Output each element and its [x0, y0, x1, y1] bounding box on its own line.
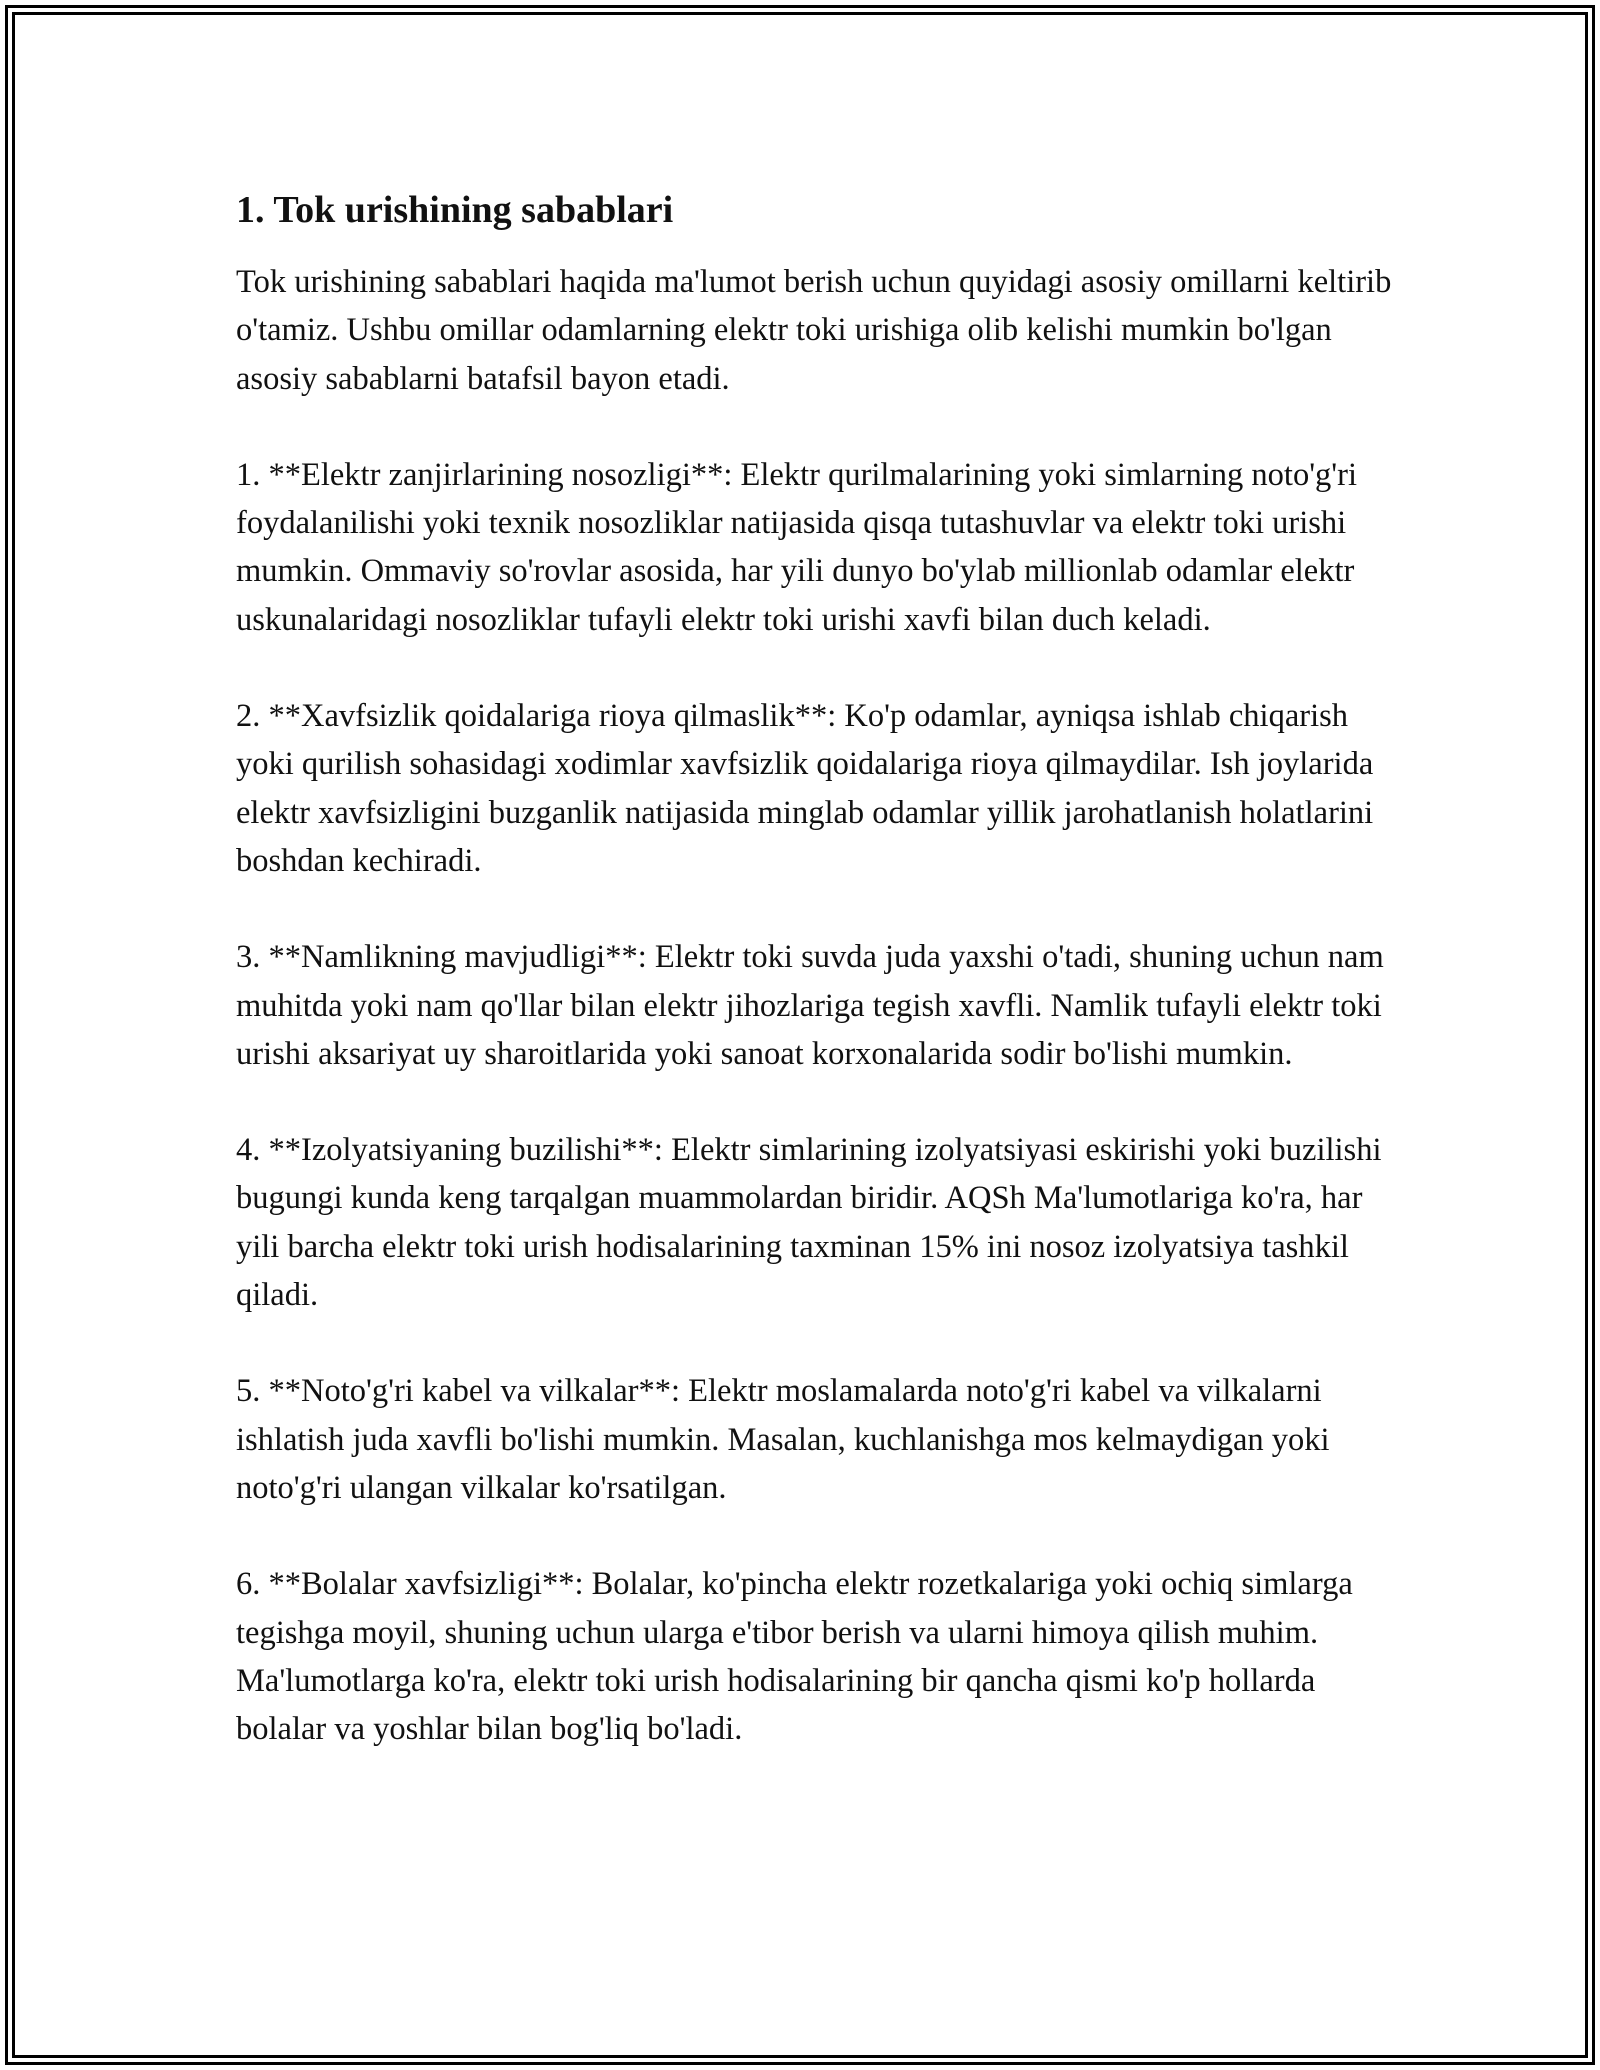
cause-paragraph-2: 2. **Xavfsizlik qoidalariga rioya qilmaslik**: Ko'p odamlar, ayniqsa ishlab chiqarish yoki qurilish sohasidagi xodimlar xavfsizlik qoidalariga rioya qilmaydilar. Ish joylarida elektr xavfsizligini buzganlik natijasida minglab odamlar yillik jarohatlanish holatlarini boshdan kechiradi. — [236, 698, 1374, 879]
cause-paragraph-3: 3. **Namlikning mavjudligi**: Elektr toki suvda juda yaxshi o'tadi, shuning uchun nam muhitda yoki nam qo'llar bilan elektr jihozlariga tegish xavfli. Namlik tufayli elektr toki urishi aksariyat uy sharoitlarida yoki sanoat korxonalarida sodir bo'lishi mumkin. — [236, 939, 1384, 1072]
intro-paragraph: Tok urishining sabablari haqida ma'lumot berish uchun quyidagi asosiy omillarni keltirib o'tamiz. Ushbu omillar odamlarning elektr toki urishiga olib kelishi mumkin bo'lgan asosiy sabablarni batafsil bayon etadi. — [236, 264, 1392, 397]
document-body — [236, 186, 1396, 1753]
cause-paragraph-5: 5. **Noto'g'ri kabel va vilkalar**: Elektr moslamalarda noto'g'ri kabel va vilkalarni ishlatish juda xavfli bo'lishi mumkin. Masalan, kuchlanishga mos kelmaydigan yoki noto'g'ri ulangan vilkalar ko'rsatilgan. — [236, 1373, 1330, 1506]
cause-paragraph-4: 4. **Izolyatsiyaning buzilishi**: Elektr simlarining izolyatsiyasi eskirishi yoki buzilishi bugungi kunda keng tarqalgan muammolardan biridir. AQSh Ma'lumotlariga ko'ra, har yili barcha elektr toki urish hodisalarining taxminan 15% ini nosoz izolyatsiya tashkil qiladi. — [236, 1132, 1382, 1314]
cause-paragraph-6: 6. **Bolalar xavfsizligi**: Bolalar, ko'pincha elektr rozetkalariga yoki ochiq simlarga tegishga moyil, shuning uchun ularga e'tibor berish va ularni himoya qilish muhim. Ma'lumotlarga ko'ra, elektr toki urish hodisalarining bir qancha qismi ko'p hollarda bolalar va yoshlar bilan bog'liq bo'ladi. — [236, 1566, 1353, 1748]
cause-paragraph-1: 1. **Elektr zanjirlarining nosozligi**: Elektr qurilmalarining yoki simlarning noto'g'ri foydalanilishi yoki texnik nosozliklar natijasida qisqa tutashuvlar va elektr toki urishi mumkin. Ommaviy so'rovlar asosida, har yili dunyo bo'ylab millionlab odamlar elektr uskunalaridagi nosozliklar tufayli elektr toki urishi xavfi bilan duch keladi. — [236, 456, 1358, 638]
section-heading: 1. Tok urishining sabablari — [236, 189, 674, 231]
